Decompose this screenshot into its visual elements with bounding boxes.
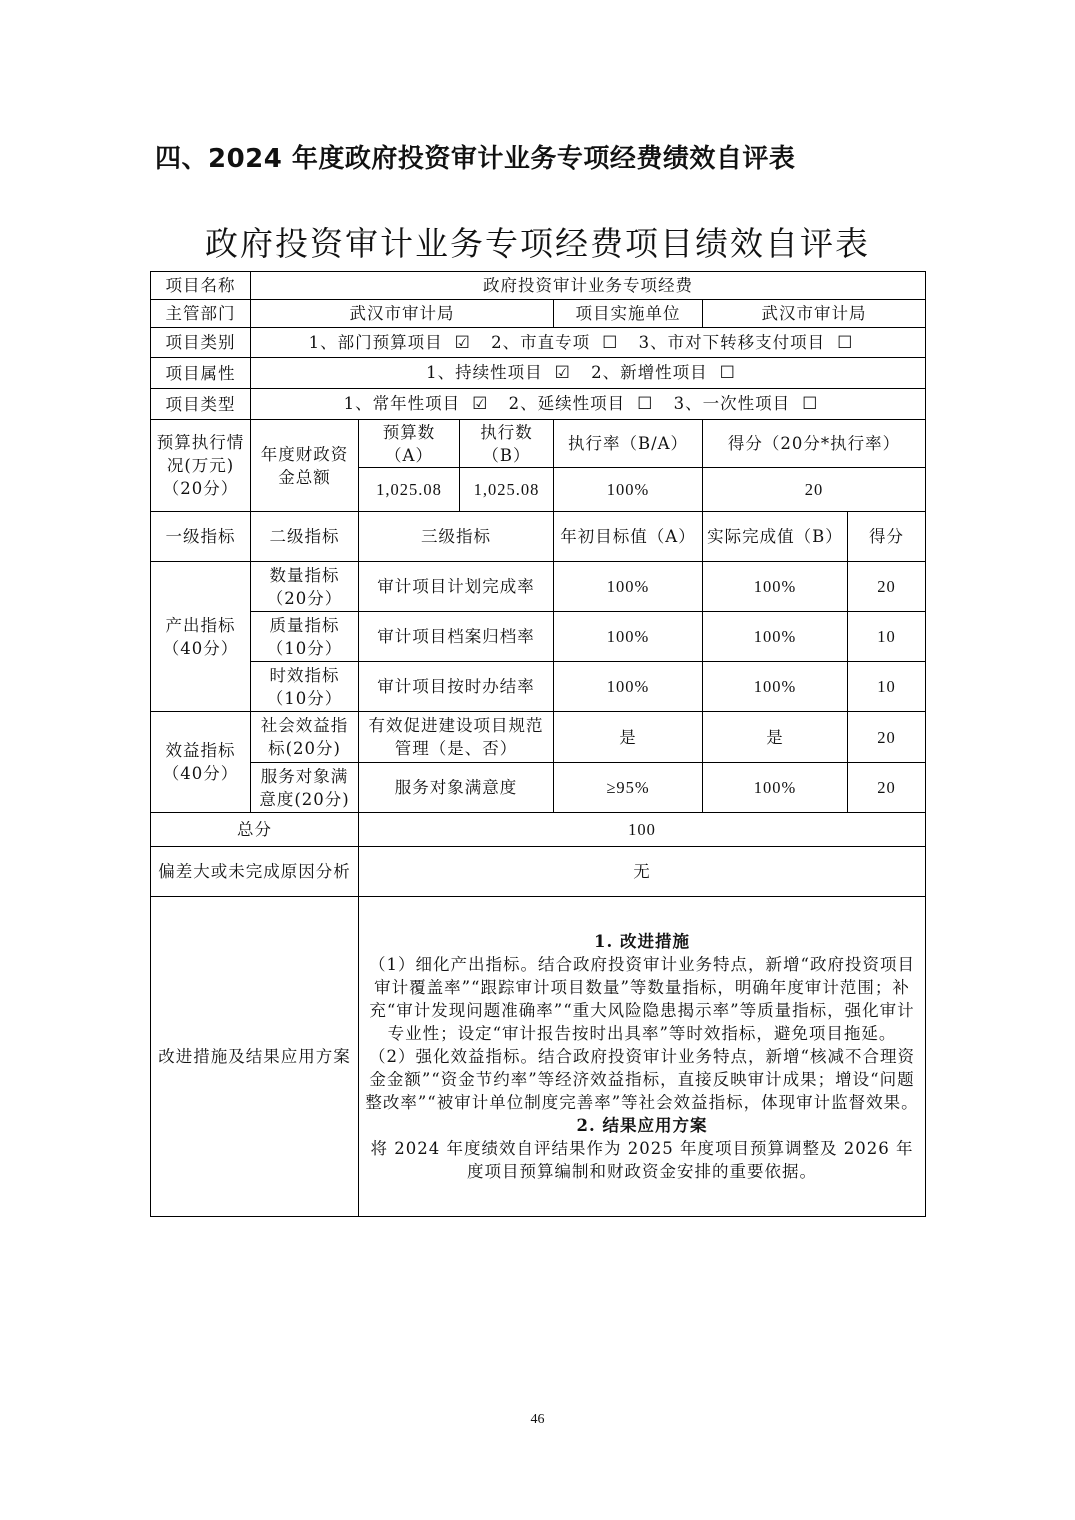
category-option: 3、市对下转移支付项目 ☐ [638, 332, 854, 353]
evaluation-table [150, 271, 926, 1217]
total-label: 总分 [151, 813, 359, 847]
type-option: 2、延续性项目 ☐ [508, 394, 654, 414]
exec-column-header: 执行数（B） [460, 420, 554, 468]
deviation-row [151, 847, 926, 897]
level2-cell: 数量指标（20分） [251, 562, 359, 612]
category-option: 2、市直专项 ☐ [491, 332, 619, 353]
empty-box-icon: ☐ [602, 332, 619, 353]
attribute-options [251, 358, 926, 389]
rate-value: 100% [554, 468, 703, 512]
department-label: 主管部门 [151, 300, 251, 328]
score-cell: 10 [848, 612, 926, 662]
benefit-indicator-label: 效益指标（40分） [151, 712, 251, 813]
type-option: 3、一次性项目 ☐ [673, 394, 819, 414]
level3-cell: 审计项目档案归档率 [359, 612, 554, 662]
budget-score-value: 20 [703, 468, 926, 512]
department-row [151, 300, 926, 328]
type-label: 项目类型 [151, 389, 251, 420]
level2-cell: 时效指标（10分） [251, 662, 359, 712]
project-name-row [151, 272, 926, 300]
actual-cell: 100% [703, 562, 848, 612]
improvement-label: 改进措施及结果应用方案 [151, 897, 359, 1217]
empty-box-icon: ☐ [637, 394, 654, 414]
deviation-value: 无 [359, 847, 926, 897]
level2-cell: 质量指标（10分） [251, 612, 359, 662]
improvement-content [359, 897, 926, 1217]
header-level3: 三级指标 [359, 512, 554, 562]
page-number: 46 [530, 1412, 545, 1427]
budget-column-header: 预算数（A） [359, 420, 460, 468]
actual-cell: 100% [703, 763, 848, 813]
score-cell: 20 [848, 763, 926, 813]
header-actual: 实际完成值（B） [703, 512, 848, 562]
project-name-value: 政府投资审计业务专项经费 [251, 272, 926, 300]
section-heading: 四、2024 年度政府投资审计业务专项经费绩效自评表 [155, 144, 796, 174]
type-option: 1、常年性项目 ☑ [343, 394, 489, 414]
deviation-label: 偏差大或未完成原因分析 [151, 847, 359, 897]
target-cell: ≥95% [554, 763, 703, 813]
level3-cell: 审计项目计划完成率 [359, 562, 554, 612]
attribute-option: 2、新增性项目 ☐ [591, 363, 736, 383]
checked-box-icon: ☑ [472, 394, 489, 414]
result-heading: 2. 结果应用方案 [576, 1116, 708, 1135]
project-name-label: 项目名称 [151, 272, 251, 300]
checked-box-icon: ☑ [454, 332, 471, 353]
target-cell: 100% [554, 562, 703, 612]
annual-funds-label: 年度财政资金总额 [251, 420, 359, 512]
actual-cell: 100% [703, 662, 848, 712]
category-label: 项目类别 [151, 328, 251, 358]
budget-label: 预算执行情况(万元)（20分） [151, 420, 251, 512]
table-row [151, 662, 926, 712]
budget-header-row [151, 420, 926, 468]
header-target: 年初目标值（A） [554, 512, 703, 562]
impl-unit-label: 项目实施单位 [554, 300, 703, 328]
table-row [151, 562, 926, 612]
rate-column-header: 执行率（B/A） [554, 420, 703, 468]
output-indicator-label: 产出指标（40分） [151, 562, 251, 712]
table-row [151, 612, 926, 662]
result-paragraph: 将 2024 年度绩效自评结果作为 2025 年度项目预算调整及 2026 年度项目预算编制和财政资金安排的重要依据。 [370, 1139, 914, 1181]
score-cell: 10 [848, 662, 926, 712]
level3-cell: 服务对象满意度 [359, 763, 554, 813]
score-cell: 20 [848, 712, 926, 763]
empty-box-icon: ☐ [802, 394, 819, 414]
budget-value: 1,025.08 [359, 468, 460, 512]
department-value: 武汉市审计局 [251, 300, 554, 328]
actual-cell: 是 [703, 712, 848, 763]
checked-box-icon: ☑ [554, 363, 571, 383]
category-options [251, 328, 926, 358]
type-options [251, 389, 926, 420]
target-cell: 100% [554, 662, 703, 712]
impl-unit-value: 武汉市审计局 [703, 300, 926, 328]
category-option: 1、部门预算项目 ☑ [308, 332, 471, 353]
level3-cell: 审计项目按时办结率 [359, 662, 554, 712]
attribute-option: 1、持续性项目 ☑ [426, 363, 571, 383]
indicator-header-row [151, 512, 926, 562]
target-cell: 100% [554, 612, 703, 662]
level3-cell: 有效促进建设项目规范管理（是、否） [359, 712, 554, 763]
level2-cell: 服务对象满意度(20分) [251, 763, 359, 813]
table-row [151, 712, 926, 763]
exec-value: 1,025.08 [460, 468, 554, 512]
empty-box-icon: ☐ [719, 363, 736, 383]
score-column-header: 得分（20分*执行率） [703, 420, 926, 468]
total-value: 100 [359, 813, 926, 847]
improvement-row [151, 897, 926, 1217]
improvement-paragraph: （2）强化效益指标。结合政府投资审计业务特点，新增“核减不合理资金金额”“资金节约率”等经济效益指标，直接反映审计成果；增设“问题整改率”“被审计单位制度完善率”等社会效益指标，体现审计监督效果。 [365, 1047, 919, 1112]
improvement-heading: 1. 改进措施 [594, 932, 690, 951]
score-cell: 20 [848, 562, 926, 612]
target-cell: 是 [554, 712, 703, 763]
header-level2: 二级指标 [251, 512, 359, 562]
attribute-label: 项目属性 [151, 358, 251, 389]
header-level1: 一级指标 [151, 512, 251, 562]
type-row [151, 389, 926, 420]
table-title: 政府投资审计业务专项经费项目绩效自评表 [205, 224, 870, 263]
improvement-paragraph: （1）细化产出指标。结合政府投资审计业务特点，新增“政府投资项目审计覆盖率”“跟踪审计项目数量”等数量指标，明确年度审计范围；补充“审计发现问题准确率”“重大风险隐患揭示率”等质量指标，强化审计专业性；设定“审计报告按时出具率”等时效指标，避免项目拖延。 [369, 955, 915, 1043]
level2-cell: 社会效益指标(20分) [251, 712, 359, 763]
actual-cell: 100% [703, 612, 848, 662]
category-row [151, 328, 926, 358]
total-row [151, 813, 926, 847]
header-score: 得分 [848, 512, 926, 562]
attribute-row [151, 358, 926, 389]
empty-box-icon: ☐ [837, 332, 854, 353]
table-row [151, 763, 926, 813]
